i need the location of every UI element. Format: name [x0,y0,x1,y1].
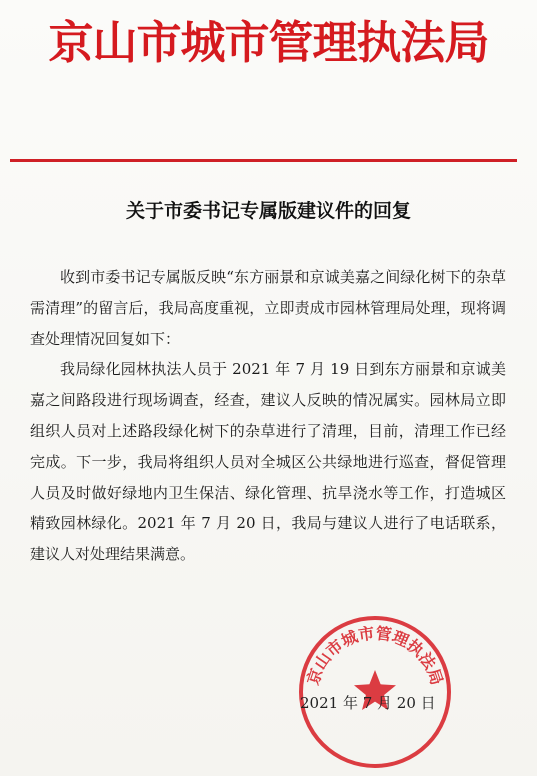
document-date: 2021 年 7 月 20 日 [300,694,436,712]
document-title: 关于市委书记专属版建议件的回复 [125,200,411,222]
seal-text: 京山市城市管理执法局 [303,623,447,688]
letterhead-title: 京山市城市管理执法局 [48,16,489,69]
document-body [30,262,506,570]
official-seal-icon [295,612,455,772]
paragraph-details: 我局绿化园林执法人员于 2021 年 7 月 19 日到东方丽景和京诚美嘉之间路段进行现场调查，经查，建议人反映的情况属实。园林局立即组织人员对上述路段绿化树下的杂草进行了清理，目前，清理工作已经完成。下一步，我局将组织人员对全城区公共绿地进行巡查，督促管理人员及时做好绿地内卫生保洁、绿化管理、抗旱浇水等工作，打造城区精致园林绿化。2021 年 7 月 20 日，我局与建议人进行了电话联系，建议人对处理结果满意。 [30,360,506,564]
letterhead-divider [10,159,517,162]
paragraph-intro: 收到市委书记专属版反映“东方丽景和京诚美嘉之间绿化树下的杂草需清理”的留言后，我局高度重视，立即责成市园林管理局处理，现将调查处理情况回复如下： [30,268,506,348]
